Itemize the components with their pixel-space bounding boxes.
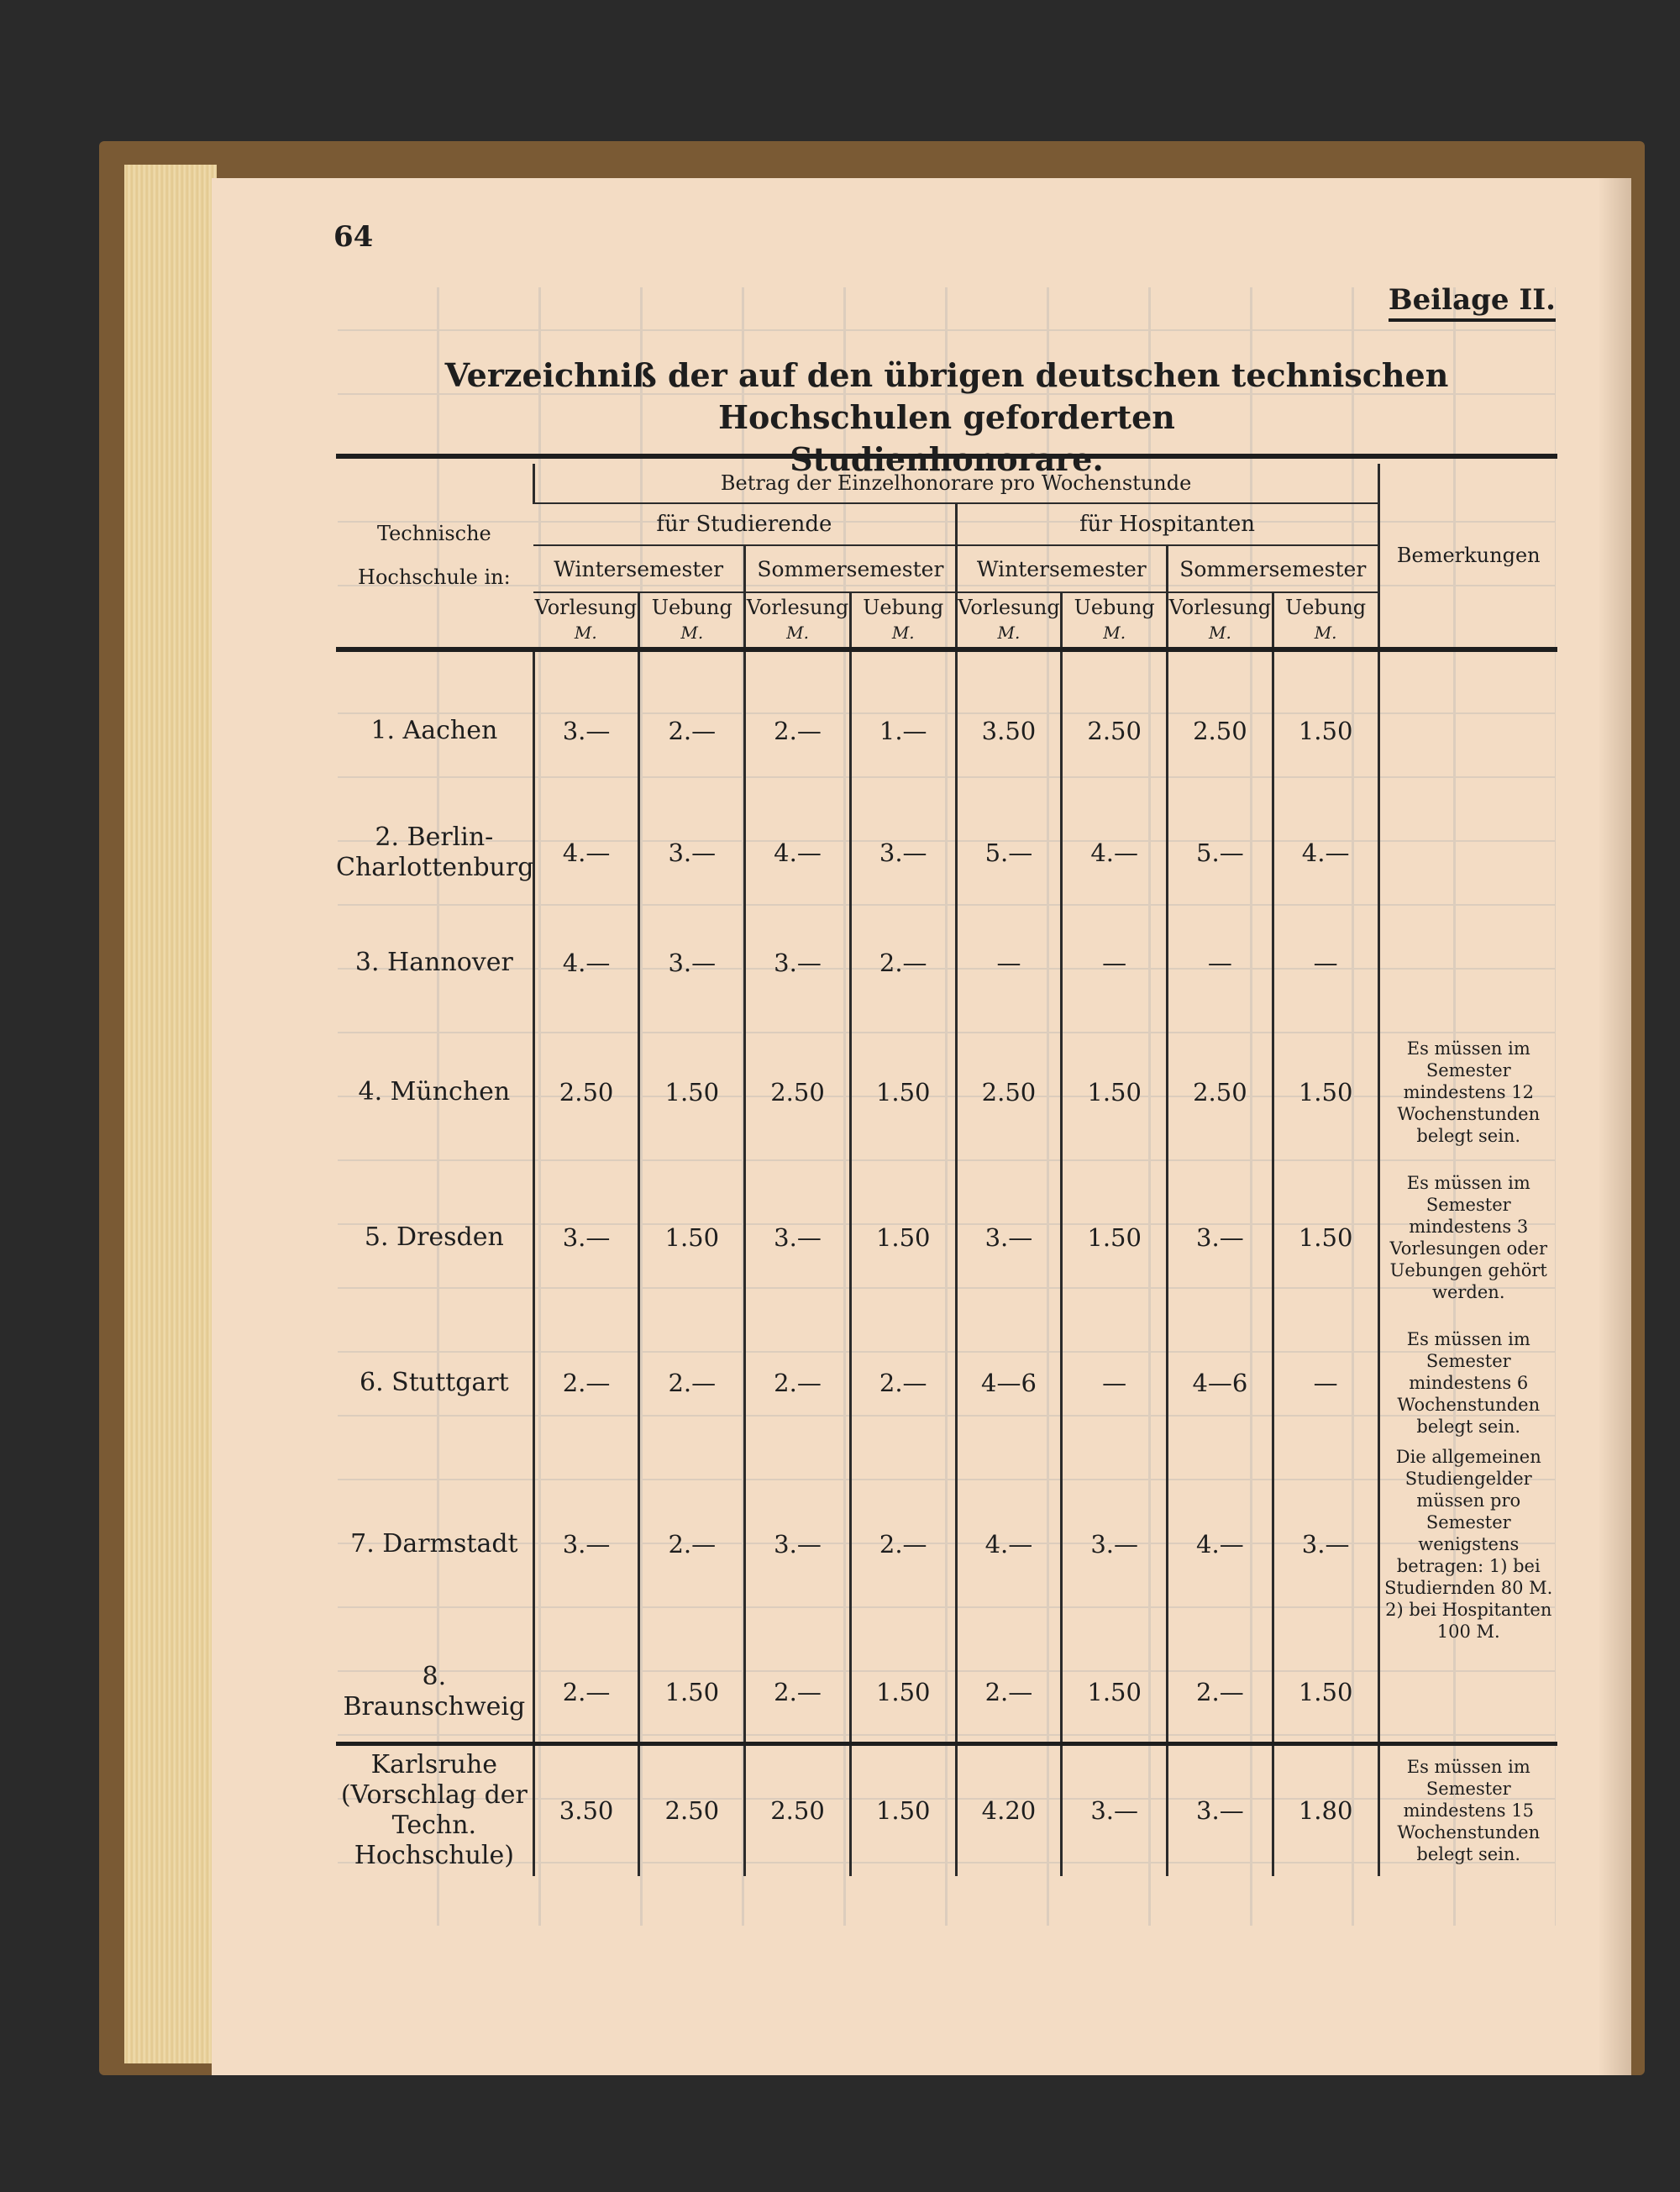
gutter-shadow bbox=[1598, 178, 1631, 2075]
fee-cell: 4.— bbox=[1168, 1446, 1273, 1643]
subheader-lecture bbox=[1168, 592, 1273, 649]
fee-cell: 1.50 bbox=[1062, 1029, 1168, 1155]
subheader-lecture bbox=[956, 592, 1062, 649]
institution-name: 4. München bbox=[358, 1077, 511, 1107]
fee-cell: 3.— bbox=[639, 809, 745, 896]
fee-header: Betrag der Einzelhonorare pro Wochenstunde bbox=[533, 464, 1378, 503]
institution-name: 5. Dresden bbox=[364, 1222, 504, 1252]
fee-cell: 1.50 bbox=[850, 1743, 956, 1876]
fee-cell: 4.— bbox=[1273, 809, 1378, 896]
subheader-lecture bbox=[745, 592, 851, 649]
fee-cell: 1.50 bbox=[639, 1155, 745, 1320]
institution-name: 1. Aachen bbox=[336, 649, 533, 809]
auditors-winter-header: Wintersemester bbox=[956, 545, 1167, 592]
students-winter-header: Wintersemester bbox=[533, 545, 744, 592]
fee-cell: — bbox=[1062, 1320, 1168, 1446]
fee-cell: 4—6 bbox=[1168, 1320, 1273, 1446]
unit-label: M. bbox=[1103, 623, 1126, 643]
institution-name: 2. Berlin-Charlottenburg bbox=[336, 823, 534, 882]
page-stack bbox=[124, 165, 217, 2063]
table-row-hannover bbox=[336, 896, 1557, 1029]
institution-name: 7. Darmstadt bbox=[350, 1529, 518, 1559]
fee-cell: 1.50 bbox=[639, 1029, 745, 1155]
table-row-darmstadt bbox=[336, 1446, 1557, 1643]
auditors-group-header: für Hospitanten bbox=[956, 503, 1378, 545]
fee-cell: 3.— bbox=[533, 649, 639, 809]
fee-cell: 3.— bbox=[745, 896, 851, 1029]
fee-cell: 2.50 bbox=[1062, 649, 1168, 809]
fee-cell: 2.— bbox=[639, 1446, 745, 1643]
fee-cell: 2.— bbox=[850, 1446, 956, 1643]
remark-cell bbox=[1378, 896, 1557, 1029]
fee-cell: 5.— bbox=[956, 809, 1062, 896]
fee-cell: 4.— bbox=[533, 809, 639, 896]
remark-cell: Es müssen im Semester mindestens 6 Wochenstunden belegt sein. bbox=[1378, 1320, 1557, 1446]
fee-cell: 1.50 bbox=[1273, 1643, 1378, 1743]
table-row-karlsruhe bbox=[336, 1743, 1557, 1876]
table-row-dresden bbox=[336, 1155, 1557, 1320]
fee-cell: — bbox=[1168, 896, 1273, 1029]
fee-cell: 4.— bbox=[1062, 809, 1168, 896]
unit-label: M. bbox=[891, 623, 915, 643]
remark-cell bbox=[1378, 1643, 1557, 1743]
fee-cell: 3.50 bbox=[956, 649, 1062, 809]
fee-cell: — bbox=[956, 896, 1062, 1029]
fee-cell: 4.— bbox=[745, 809, 851, 896]
table-row-braunschweig bbox=[336, 1643, 1557, 1743]
fee-cell: 1.50 bbox=[1273, 649, 1378, 809]
fee-cell: 2.50 bbox=[745, 1743, 851, 1876]
auditors-summer-header: Sommersemester bbox=[1168, 545, 1378, 592]
institution-name: 3. Hannover bbox=[354, 948, 513, 977]
fee-cell: 3.— bbox=[639, 896, 745, 1029]
institution-name: 8. Braunschweig bbox=[343, 1661, 526, 1722]
subheader-exercise bbox=[1273, 592, 1378, 649]
remark-cell: Die allgemeinen Studiengelder müssen pro Semester wenigstens betragen: 1) bei Studiernden 80 M. 2) bei Hospitanten 100 M. bbox=[1378, 1446, 1557, 1643]
exercise-label: Uebung bbox=[651, 596, 732, 619]
fee-cell: 4.— bbox=[533, 896, 639, 1029]
fee-cell: 2.— bbox=[745, 1643, 851, 1743]
fee-cell: 2.50 bbox=[956, 1029, 1062, 1155]
fee-cell: 2.— bbox=[850, 896, 956, 1029]
table-row-aachen bbox=[336, 649, 1557, 809]
fee-cell: 2.— bbox=[956, 1643, 1062, 1743]
fee-cell: 1.50 bbox=[850, 1643, 956, 1743]
fee-cell: 1.50 bbox=[1062, 1643, 1168, 1743]
fee-table bbox=[336, 464, 1557, 1876]
fee-cell: — bbox=[1273, 896, 1378, 1029]
fee-cell: 4—6 bbox=[956, 1320, 1062, 1446]
fee-cell: 2.50 bbox=[1168, 1029, 1273, 1155]
fee-cell: 4.— bbox=[956, 1446, 1062, 1643]
fee-cell: 1.50 bbox=[1273, 1029, 1378, 1155]
unit-label: M. bbox=[574, 623, 597, 643]
institution-name: Karlsruhe (Vorschlag der Techn. Hochschule) bbox=[336, 1743, 533, 1876]
exercise-label: Uebung bbox=[1074, 596, 1155, 619]
remark-cell: Es müssen im Semester mindestens 3 Vorlesungen oder Uebungen gehört werden. bbox=[1378, 1155, 1557, 1320]
fee-cell: 3.— bbox=[850, 809, 956, 896]
fee-cell: 1.50 bbox=[1062, 1155, 1168, 1320]
fee-cell: 3.— bbox=[533, 1155, 639, 1320]
students-group-header: für Studierende bbox=[533, 503, 956, 545]
subheader-exercise bbox=[639, 592, 745, 649]
lecture-label: Vorlesung bbox=[746, 596, 849, 619]
students-summer-header: Sommersemester bbox=[745, 545, 956, 592]
fee-cell: 3.— bbox=[1062, 1446, 1168, 1643]
fee-cell: 2.— bbox=[745, 1320, 851, 1446]
unit-label: M. bbox=[1208, 623, 1231, 643]
fee-cell: 3.— bbox=[745, 1446, 851, 1643]
institution-name: 6. Stuttgart bbox=[360, 1368, 509, 1397]
page-number: 64 bbox=[333, 220, 374, 254]
unit-label: M. bbox=[786, 623, 809, 643]
fee-cell: 1.50 bbox=[850, 1155, 956, 1320]
remarks-header: Bemerkungen bbox=[1378, 464, 1557, 649]
fee-cell: 1.— bbox=[850, 649, 956, 809]
title-line-2: Studienhonorare. bbox=[790, 440, 1104, 478]
title-rule bbox=[336, 454, 1557, 459]
fee-cell: 4.20 bbox=[956, 1743, 1062, 1876]
fee-cell: 3.— bbox=[1168, 1155, 1273, 1320]
fee-cell: 1.50 bbox=[639, 1643, 745, 1743]
fee-cell: 2.— bbox=[639, 649, 745, 809]
remark-cell: Es müssen im Semester mindestens 12 Wochenstunden belegt sein. bbox=[1378, 1029, 1557, 1155]
exercise-label: Uebung bbox=[863, 596, 944, 619]
fee-cell: 1.80 bbox=[1273, 1743, 1378, 1876]
page-title bbox=[338, 355, 1556, 481]
fee-cell: 2.— bbox=[850, 1320, 956, 1446]
fee-cell: 3.— bbox=[956, 1155, 1062, 1320]
fee-cell: — bbox=[1273, 1320, 1378, 1446]
fee-cell: 1.50 bbox=[850, 1029, 956, 1155]
fee-cell: 2.— bbox=[745, 649, 851, 809]
fee-cell: 2.50 bbox=[639, 1743, 745, 1876]
remark-cell bbox=[1378, 809, 1557, 896]
fee-cell: 2.50 bbox=[1168, 649, 1273, 809]
fee-cell: 3.— bbox=[1062, 1743, 1168, 1876]
fee-cell: 3.— bbox=[533, 1446, 639, 1643]
fee-cell: 3.— bbox=[745, 1155, 851, 1320]
exercise-label: Uebung bbox=[1285, 596, 1367, 619]
table-row-berlin bbox=[336, 809, 1557, 896]
unit-label: M. bbox=[997, 623, 1021, 643]
subheader-exercise bbox=[1062, 592, 1168, 649]
fee-cell: 5.— bbox=[1168, 809, 1273, 896]
fee-cell: 2.— bbox=[533, 1320, 639, 1446]
fee-cell: 2.— bbox=[533, 1643, 639, 1743]
subheader-exercise bbox=[850, 592, 956, 649]
subheader-lecture bbox=[533, 592, 639, 649]
lecture-label: Vorlesung bbox=[534, 596, 638, 619]
fee-cell: 2.50 bbox=[745, 1029, 851, 1155]
title-line-1: Verzeichniß der auf den übrigen deutschen technischen Hochschulen geforderten bbox=[444, 356, 1449, 436]
fee-cell: — bbox=[1062, 896, 1168, 1029]
lecture-label: Vorlesung bbox=[1168, 596, 1272, 619]
unit-label: M. bbox=[1314, 623, 1337, 643]
appendix-label: Beilage II. bbox=[1389, 283, 1556, 322]
fee-cell: 1.50 bbox=[1273, 1155, 1378, 1320]
fee-cell: 2.— bbox=[639, 1320, 745, 1446]
remark-cell bbox=[1378, 649, 1557, 809]
fee-cell: 2.— bbox=[1168, 1643, 1273, 1743]
fee-cell: 3.50 bbox=[533, 1743, 639, 1876]
table-row-stuttgart bbox=[336, 1320, 1557, 1446]
fee-cell: 3.— bbox=[1273, 1446, 1378, 1643]
document-page bbox=[212, 178, 1631, 2075]
fee-cell: 3.— bbox=[1168, 1743, 1273, 1876]
unit-label: M. bbox=[680, 623, 704, 643]
lecture-label: Vorlesung bbox=[958, 596, 1060, 619]
table-row-muenchen bbox=[336, 1029, 1557, 1155]
remark-cell: Es müssen im Semester mindestens 15 Wochenstunden belegt sein. bbox=[1378, 1743, 1557, 1876]
institution-header: Technische Hochschule in: bbox=[358, 522, 511, 589]
fee-cell: 2.50 bbox=[533, 1029, 639, 1155]
